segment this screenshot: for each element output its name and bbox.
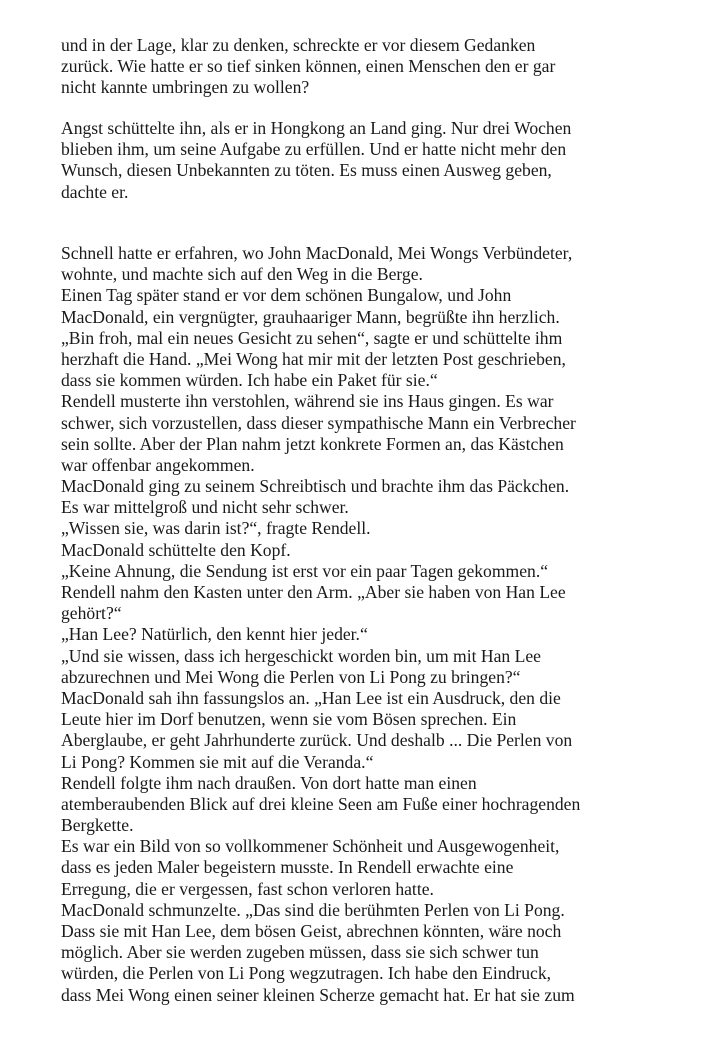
- paragraph-2: [61, 118, 681, 203]
- text-line: würden, die Perlen von Li Pong wegzutragen. Ich habe den Eindruck,: [61, 963, 552, 984]
- text-line: Aberglaube, er geht Jahrhunderte zurück. Und deshalb ... Die Perlen von: [61, 730, 573, 751]
- text-line: Einen Tag später stand er vor dem schönen Bungalow, und John: [61, 285, 512, 306]
- text-line: dass Mei Wong einen seiner kleinen Scherze gemacht hat. Er hat sie zum: [61, 984, 575, 1005]
- text-line: schwer, sich vorzustellen, dass dieser sympathische Mann ein Verbrecher: [61, 412, 576, 433]
- text-line: „Han Lee? Natürlich, den kennt hier jeder.“: [61, 624, 368, 645]
- text-line: atemberaubenden Blick auf drei kleine Seen am Fuße einer hochragenden: [61, 793, 581, 814]
- text-line: Wunsch, diesen Unbekannten zu töten. Es muss einen Ausweg geben,: [61, 160, 552, 181]
- text-line: Erregung, die er vergessen, fast schon verloren hatte.: [61, 878, 434, 899]
- text-line: Rendell musterte ihn verstohlen, während sie ins Haus gingen. Es war: [61, 391, 554, 412]
- text-line: Rendell folgte ihm nach draußen. Von dort hatte man einen: [61, 772, 477, 793]
- text-line: wohnte, und machte sich auf den Weg in die Berge.: [61, 264, 423, 285]
- text-line: Bergkette.: [61, 815, 134, 836]
- text-line: „Wissen sie, was darin ist?“, fragte Rendell.: [61, 518, 371, 539]
- text-line: und in der Lage, klar zu denken, schreckte er vor diesem Gedanken: [61, 35, 536, 55]
- text-line: Rendell nahm den Kasten unter den Arm. „Aber sie haben von Han Lee: [61, 582, 566, 602]
- text-line: dachte er.: [61, 181, 129, 202]
- text-line: MacDonald sah ihn fassungslos an. „Han Lee ist ein Ausdruck, den die: [61, 687, 561, 708]
- text-line: MacDonald schüttelte den Kopf.: [61, 539, 291, 560]
- text-line: sein sollte. Aber der Plan nahm jetzt konkrete Formen an, das Kästchen: [61, 433, 564, 454]
- paragraph-3: [61, 243, 681, 1006]
- text-line: MacDonald ging zu seinem Schreibtisch und brachte ihm das Päckchen.: [61, 476, 570, 497]
- text-line: „Und sie wissen, dass ich hergeschickt worden bin, um mit Han Lee: [61, 645, 541, 666]
- text-line: Schnell hatte er erfahren, wo John MacDonald, Mei Wongs Verbündeter,: [61, 243, 573, 263]
- text-line: möglich. Aber sie werden zugeben müssen, dass sie sich schwer tun: [61, 942, 539, 963]
- text-line: „Keine Ahnung, die Sendung ist erst vor ein paar Tagen gekommen.“: [61, 560, 549, 581]
- text-line: Li Pong? Kommen sie mit auf die Veranda.“: [61, 751, 374, 772]
- text-line: war offenbar angekommen.: [61, 454, 255, 475]
- text-line: blieben ihm, um seine Aufgabe zu erfüllen. Und er hatte nicht mehr den: [61, 139, 567, 160]
- text-line: MacDonald, ein vergnügter, grauhaariger Mann, begrüßte ihn herzlich.: [61, 306, 560, 327]
- text-line: MacDonald schmunzelte. „Das sind die berühmten Perlen von Li Pong.: [61, 899, 565, 920]
- text-line: Angst schüttelte ihn, als er in Hongkong an Land ging. Nur drei Wochen: [61, 118, 572, 138]
- text-line: dass es jeden Maler begeistern musste. In Rendell erwachte eine: [61, 857, 514, 878]
- text-line: Es war ein Bild von so vollkommener Schönheit und Ausgewogenheit,: [61, 836, 560, 857]
- paragraph-1: [61, 35, 681, 99]
- text-line: nicht kannte umbringen zu wollen?: [61, 77, 310, 98]
- text-line: Es war mittelgroß und nicht sehr schwer.: [61, 497, 349, 518]
- text-line: gehört?“: [61, 603, 122, 624]
- text-line: dass sie kommen würden. Ich habe ein Paket für sie.“: [61, 370, 438, 391]
- text-line: herzhaft die Hand. „Mei Wong hat mir mit der letzten Post geschrieben,: [61, 348, 566, 369]
- text-line: abzurechnen und Mei Wong die Perlen von Li Pong zu bringen?“: [61, 666, 521, 687]
- text-line: zurück. Wie hatte er so tief sinken können, einen Menschen den er gar: [61, 56, 556, 77]
- text-line: Dass sie mit Han Lee, dem bösen Geist, abrechnen könnten, wäre noch: [61, 921, 562, 941]
- text-line: „Bin froh, mal ein neues Gesicht zu sehen“, sagte er und schüttelte ihm: [61, 327, 563, 348]
- text-line: Leute hier im Dorf benutzen, wenn sie vom Bösen sprechen. Ein: [61, 709, 517, 730]
